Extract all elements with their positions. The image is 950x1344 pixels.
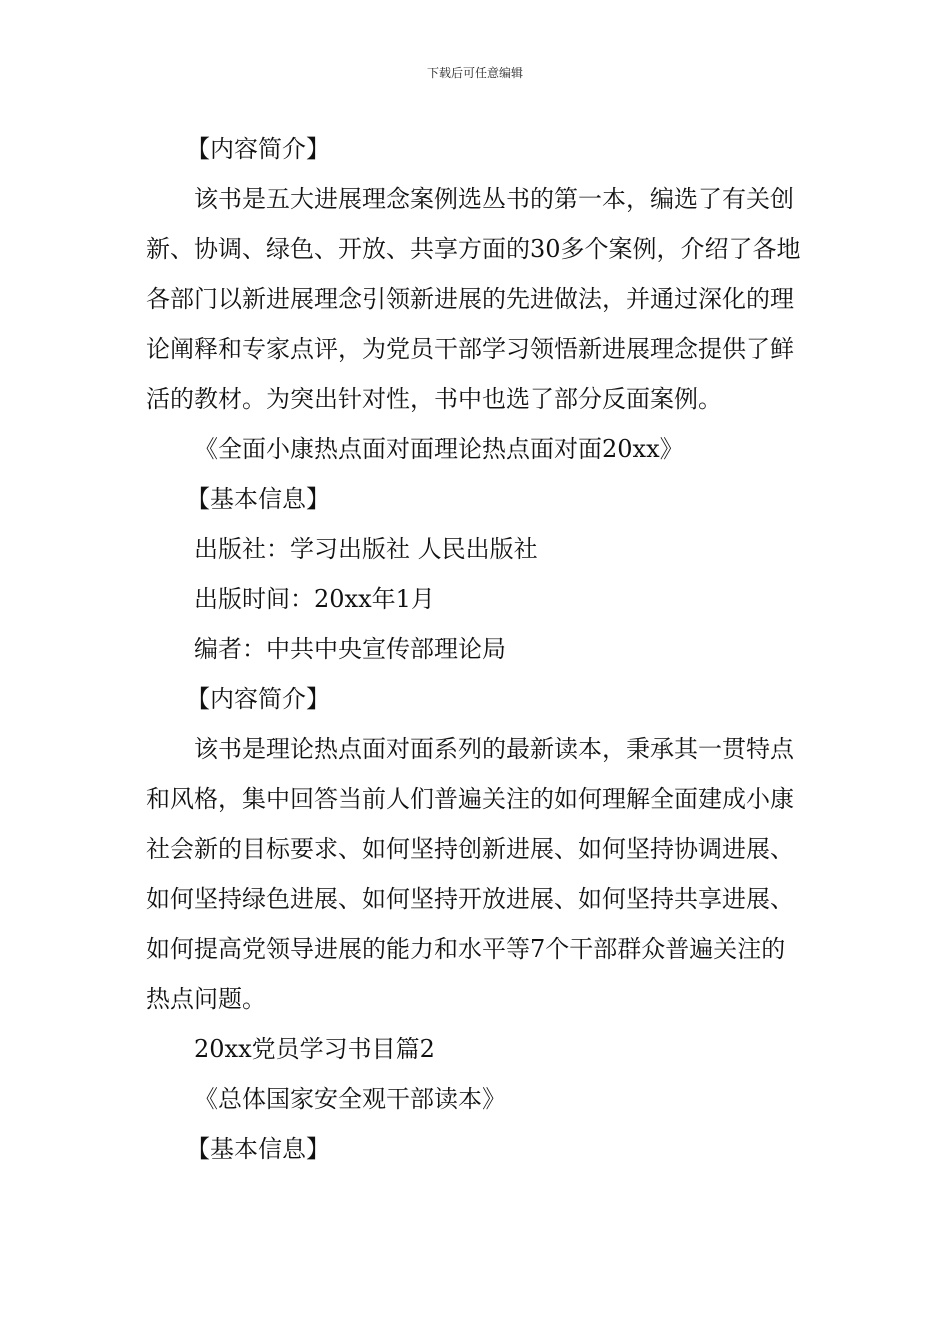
book-title-xiaokang: 《全面小康热点面对面理论热点面对面20xx》 xyxy=(194,435,684,463)
info-editor: 编者：中共中央宣传部理论局 xyxy=(194,635,506,663)
page-header-note: 下载后可任意编辑 xyxy=(426,66,523,80)
info-publish-date: 出版时间：20xx年1月 xyxy=(194,585,435,613)
paragraph-book1-intro: 该书是五大进展理念案例选丛书的第一本，编选了有关创新、协调、绿色、开放、共享方面的30多个案例，介绍了各地各部门以新进展理念引领新进展的先进做法，并通过深化的理论阐释和专家点评，为党员干部学习领悟新进展理念提供了鲜活的教材。为突出针对性，书中也选了部分反面案例。 xyxy=(146,185,801,413)
section-heading-content-intro: 【内容简介】 xyxy=(186,135,330,163)
paragraph-book2-intro: 该书是理论热点面对面系列的最新读本，秉承其一贯特点和风格，集中回答当前人们普遍关注的如何理解全面建成小康社会新的目标要求、如何坚持创新进展、如何坚持协调进展、如何坚持绿色进展、如何坚持开放进展、如何坚持共享进展、如何提高党领导进展的能力和水平等7个干部群众普遍关注的热点问题。 xyxy=(146,735,794,1013)
section-heading-basic-info-2: 【基本信息】 xyxy=(186,1135,330,1163)
section-heading-basic-info: 【基本信息】 xyxy=(186,485,330,513)
info-publisher: 出版社：学习出版社 人民出版社 xyxy=(194,535,538,563)
section-heading-content-intro-2: 【内容简介】 xyxy=(186,685,330,713)
document-body xyxy=(146,124,806,1174)
book-title-security: 《总体国家安全观干部读本》 xyxy=(194,1085,506,1113)
chapter-heading-part2: 20xx党员学习书目篇2 xyxy=(194,1035,435,1063)
